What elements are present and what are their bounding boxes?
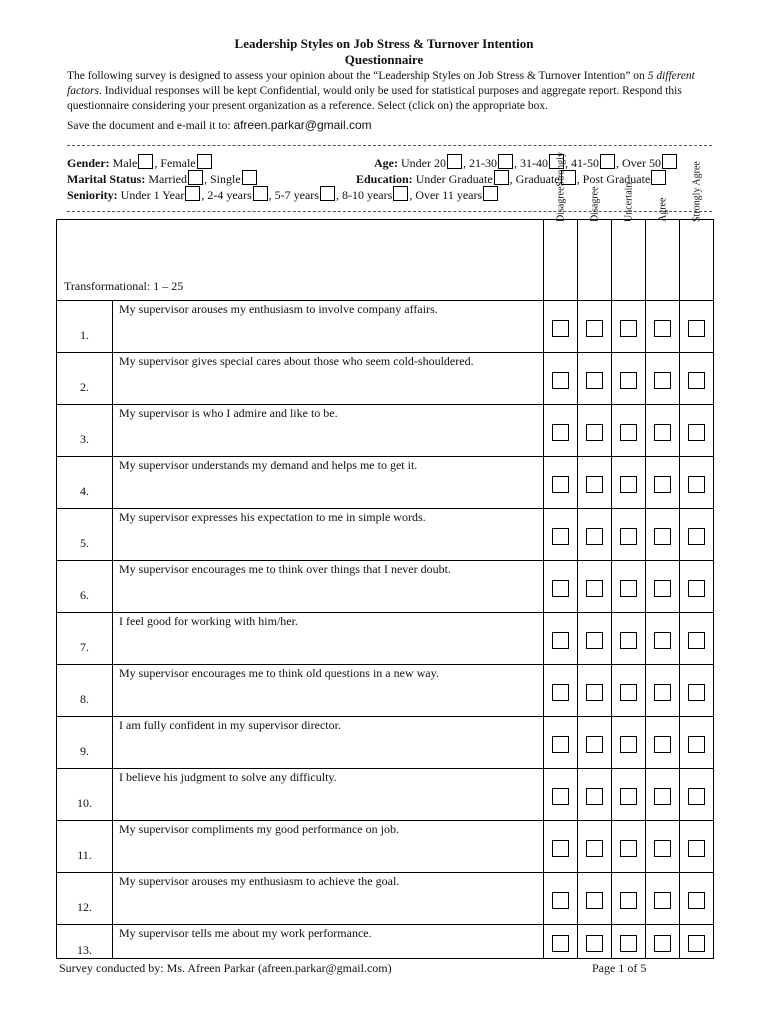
rating-cell xyxy=(612,405,646,457)
rating-checkbox[interactable] xyxy=(586,935,603,952)
column-header-label: Disagree xyxy=(589,186,600,222)
rating-checkbox[interactable] xyxy=(654,320,671,337)
rating-checkbox[interactable] xyxy=(552,320,569,337)
column-header-label: DisagreeStrongly xyxy=(555,152,566,222)
marital-status-field xyxy=(67,170,258,187)
question-number: 4. xyxy=(57,457,113,509)
question-row xyxy=(57,613,714,665)
rating-cell xyxy=(612,665,646,717)
question-row xyxy=(57,509,714,561)
rating-cell xyxy=(680,925,714,959)
rating-checkbox[interactable] xyxy=(654,372,671,389)
question-text: My supervisor is who I admire and like to be. xyxy=(113,405,544,457)
intro-text-1: The following survey is designed to assess your opinion about the “Leadership Styles on Job Stress & Turnover Intention” on xyxy=(67,70,648,82)
rating-cell xyxy=(544,353,578,405)
seniority-checkbox[interactable] xyxy=(393,186,408,201)
rating-cell xyxy=(680,665,714,717)
age-checkbox[interactable] xyxy=(600,154,615,169)
rating-cell xyxy=(612,821,646,873)
gender-option-label: Male xyxy=(112,156,138,170)
question-number: 8. xyxy=(57,665,113,717)
rating-checkbox[interactable] xyxy=(552,580,569,597)
divider-bottom xyxy=(67,211,712,212)
rating-checkbox[interactable] xyxy=(552,684,569,701)
rating-cell xyxy=(544,561,578,613)
rating-cell xyxy=(578,509,612,561)
rating-checkbox[interactable] xyxy=(654,580,671,597)
rating-checkbox[interactable] xyxy=(586,320,603,337)
age-option-label: Under 20 xyxy=(401,156,446,170)
column-header xyxy=(544,152,578,301)
question-text: I feel good for working with him/her. xyxy=(113,613,544,665)
question-row xyxy=(57,769,714,821)
rating-cell xyxy=(544,665,578,717)
rating-checkbox[interactable] xyxy=(586,892,603,909)
rating-checkbox[interactable] xyxy=(552,632,569,649)
rating-checkbox[interactable] xyxy=(620,476,637,493)
question-text: My supervisor understands my demand and helps me to get it. xyxy=(113,457,544,509)
rating-checkbox[interactable] xyxy=(586,840,603,857)
rating-cell xyxy=(578,665,612,717)
education-label: Education: xyxy=(356,172,413,186)
education-option-label: , Graduate xyxy=(509,172,560,186)
rating-checkbox[interactable] xyxy=(688,632,705,649)
rating-checkbox[interactable] xyxy=(586,736,603,753)
save-label: Save the document and e-mail it to: xyxy=(67,120,234,132)
rating-cell xyxy=(646,457,680,509)
intro-text-2: . Individual responses will be kept Confidential, would only be used for statistical purposes and aggregate report. Respond this questionnaire considering your present organization as a reference. Select (click on) the appropriate box. xyxy=(67,85,682,112)
marital-status-checkbox[interactable] xyxy=(188,170,203,185)
rating-checkbox[interactable] xyxy=(688,892,705,909)
rating-checkbox[interactable] xyxy=(586,684,603,701)
rating-cell xyxy=(646,405,680,457)
rating-checkbox[interactable] xyxy=(620,788,637,805)
seniority-option-label: Under 1 Year xyxy=(120,188,185,202)
marital-status-option-label: Married xyxy=(148,172,187,186)
rating-cell xyxy=(544,717,578,769)
rating-cell xyxy=(612,873,646,925)
rating-cell xyxy=(646,873,680,925)
question-number: 7. xyxy=(57,613,113,665)
rating-checkbox[interactable] xyxy=(552,736,569,753)
section-header xyxy=(57,220,544,301)
rating-cell xyxy=(544,769,578,821)
age-option-label: , 31-40 xyxy=(514,156,548,170)
rating-cell xyxy=(680,457,714,509)
rating-cell xyxy=(646,509,680,561)
rating-cell xyxy=(578,873,612,925)
question-number: 5. xyxy=(57,509,113,561)
question-text: I believe his judgment to solve any difficulty. xyxy=(113,769,544,821)
rating-checkbox[interactable] xyxy=(552,892,569,909)
rating-cell xyxy=(646,301,680,353)
rating-cell xyxy=(544,873,578,925)
rating-cell xyxy=(646,613,680,665)
rating-checkbox[interactable] xyxy=(688,528,705,545)
age-option-label: , 21-30 xyxy=(463,156,497,170)
rating-checkbox[interactable] xyxy=(620,736,637,753)
education-option-label: Under Graduate xyxy=(415,172,493,186)
rating-cell xyxy=(680,717,714,769)
question-number: 9. xyxy=(57,717,113,769)
rating-cell xyxy=(544,405,578,457)
rating-checkbox[interactable] xyxy=(620,580,637,597)
column-header xyxy=(578,186,612,301)
save-instruction xyxy=(67,118,372,132)
question-row xyxy=(57,821,714,873)
section-label: Transformational: 1 – 25 xyxy=(64,279,184,293)
rating-checkbox[interactable] xyxy=(620,632,637,649)
rating-checkbox[interactable] xyxy=(688,424,705,441)
rating-cell xyxy=(544,457,578,509)
intro-paragraph xyxy=(67,69,717,114)
rating-checkbox[interactable] xyxy=(688,935,705,952)
rating-checkbox[interactable] xyxy=(620,935,637,952)
rating-cell xyxy=(612,301,646,353)
question-text: My supervisor encourages me to think old questions in a new way. xyxy=(113,665,544,717)
rating-cell xyxy=(544,925,578,959)
rating-checkbox[interactable] xyxy=(654,935,671,952)
rating-cell xyxy=(646,717,680,769)
rating-cell xyxy=(680,821,714,873)
rating-cell xyxy=(544,509,578,561)
question-text: My supervisor compliments my good performance on job. xyxy=(113,821,544,873)
rating-checkbox[interactable] xyxy=(620,684,637,701)
rating-checkbox[interactable] xyxy=(688,580,705,597)
rating-checkbox[interactable] xyxy=(620,320,637,337)
rating-checkbox[interactable] xyxy=(552,528,569,545)
question-number: 3. xyxy=(57,405,113,457)
question-row xyxy=(57,665,714,717)
column-header-wrap xyxy=(578,186,611,300)
rating-checkbox[interactable] xyxy=(620,892,637,909)
rating-checkbox[interactable] xyxy=(586,528,603,545)
marital-status-option-label: , Single xyxy=(203,172,241,186)
question-number: 11. xyxy=(57,821,113,873)
table-header-row xyxy=(57,220,714,301)
gender-option-label: , Female xyxy=(154,156,196,170)
education-checkbox[interactable] xyxy=(494,170,509,185)
rating-checkbox[interactable] xyxy=(586,424,603,441)
question-text: My supervisor arouses my enthusiasm to involve company affairs. xyxy=(113,301,544,353)
rating-checkbox[interactable] xyxy=(688,372,705,389)
column-header-wrap xyxy=(680,161,713,300)
document-subtitle: Questionnaire xyxy=(344,52,424,67)
rating-checkbox[interactable] xyxy=(654,788,671,805)
rating-cell xyxy=(612,717,646,769)
question-text: My supervisor tells me about my work performance. xyxy=(113,925,544,959)
question-row xyxy=(57,561,714,613)
rating-checkbox[interactable] xyxy=(552,476,569,493)
column-header-wrap xyxy=(646,197,679,300)
seniority-checkbox[interactable] xyxy=(483,186,498,201)
rating-checkbox[interactable] xyxy=(688,840,705,857)
rating-checkbox[interactable] xyxy=(688,476,705,493)
rating-cell xyxy=(578,925,612,959)
column-header xyxy=(612,182,646,301)
rating-cell xyxy=(578,561,612,613)
rating-cell xyxy=(578,353,612,405)
rating-checkbox[interactable] xyxy=(552,372,569,389)
rating-cell xyxy=(646,665,680,717)
rating-cell xyxy=(646,925,680,959)
seniority-option-label: , 2-4 years xyxy=(201,188,252,202)
question-row xyxy=(57,925,714,959)
seniority-option-label: , 8-10 years xyxy=(335,188,393,202)
rating-cell xyxy=(544,613,578,665)
rating-checkbox[interactable] xyxy=(654,684,671,701)
rating-checkbox[interactable] xyxy=(654,840,671,857)
divider-top xyxy=(67,145,712,146)
seniority-checkbox[interactable] xyxy=(320,186,335,201)
column-header xyxy=(646,197,680,301)
seniority-checkbox[interactable] xyxy=(253,186,268,201)
question-row xyxy=(57,353,714,405)
rating-cell xyxy=(578,717,612,769)
rating-cell xyxy=(646,561,680,613)
gender-checkbox[interactable] xyxy=(197,154,212,169)
age-checkbox[interactable] xyxy=(447,154,462,169)
document-title: Leadership Styles on Job Stress & Turnover Intention xyxy=(234,36,534,51)
rating-cell xyxy=(646,769,680,821)
question-number: 13. xyxy=(57,925,113,959)
age-option-label: , Over 50 xyxy=(616,156,661,170)
column-header-label: Strongly Agree xyxy=(691,161,702,222)
seniority-field xyxy=(67,186,499,203)
rating-cell xyxy=(646,821,680,873)
question-text: My supervisor arouses my enthusiasm to achieve the goal. xyxy=(113,873,544,925)
column-header-wrap xyxy=(612,182,645,300)
seniority-option-label: , 5-7 years xyxy=(268,188,319,202)
rating-cell xyxy=(544,821,578,873)
rating-cell xyxy=(578,301,612,353)
question-row xyxy=(57,873,714,925)
rating-cell xyxy=(680,509,714,561)
column-header-label: Agree xyxy=(657,197,668,222)
rating-checkbox[interactable] xyxy=(654,528,671,545)
rating-checkbox[interactable] xyxy=(620,840,637,857)
page-number: Page 1 of 5 xyxy=(592,961,647,975)
marital-status-checkbox[interactable] xyxy=(242,170,257,185)
rating-cell xyxy=(612,509,646,561)
rating-checkbox[interactable] xyxy=(688,684,705,701)
rating-cell xyxy=(578,457,612,509)
rating-checkbox[interactable] xyxy=(688,320,705,337)
marital-status-label: Marital Status: xyxy=(67,172,146,186)
rating-cell xyxy=(612,561,646,613)
gender-label: Gender: xyxy=(67,156,110,170)
question-row xyxy=(57,301,714,353)
question-row xyxy=(57,717,714,769)
rating-checkbox[interactable] xyxy=(654,892,671,909)
question-text: My supervisor encourages me to think over things that I never doubt. xyxy=(113,561,544,613)
rating-checkbox[interactable] xyxy=(586,372,603,389)
question-row xyxy=(57,405,714,457)
question-number: 10. xyxy=(57,769,113,821)
rating-checkbox[interactable] xyxy=(552,840,569,857)
question-number: 12. xyxy=(57,873,113,925)
rating-checkbox[interactable] xyxy=(688,788,705,805)
rating-cell xyxy=(578,405,612,457)
column-header xyxy=(680,161,714,301)
education-option-label: , Post Graduate xyxy=(576,172,651,186)
rating-checkbox[interactable] xyxy=(586,580,603,597)
footer-credit: Survey conducted by: Ms. Afreen Parkar (afreen.parkar@gmail.com) xyxy=(59,961,392,975)
rating-cell xyxy=(612,769,646,821)
rating-cell xyxy=(578,769,612,821)
age-label: Age: xyxy=(374,156,398,170)
age-checkbox[interactable] xyxy=(498,154,513,169)
seniority-option-label: , Over 11 years xyxy=(409,188,483,202)
rating-checkbox[interactable] xyxy=(654,476,671,493)
seniority-label: Seniority: xyxy=(67,188,118,202)
contact-email: afreen.parkar@gmail.com xyxy=(233,118,372,132)
rating-checkbox[interactable] xyxy=(654,632,671,649)
rating-checkbox[interactable] xyxy=(688,736,705,753)
question-text: My supervisor gives special cares about those who seem cold-shouldered. xyxy=(113,353,544,405)
rating-checkbox[interactable] xyxy=(654,736,671,753)
rating-checkbox[interactable] xyxy=(620,372,637,389)
rating-cell xyxy=(544,301,578,353)
question-text: My supervisor expresses his expectation to me in simple words. xyxy=(113,509,544,561)
rating-cell xyxy=(612,925,646,959)
rating-cell xyxy=(578,613,612,665)
rating-cell xyxy=(612,457,646,509)
rating-checkbox[interactable] xyxy=(586,632,603,649)
rating-checkbox[interactable] xyxy=(586,476,603,493)
rating-cell xyxy=(680,769,714,821)
rating-checkbox[interactable] xyxy=(552,424,569,441)
question-number: 2. xyxy=(57,353,113,405)
rating-checkbox[interactable] xyxy=(552,788,569,805)
rating-checkbox[interactable] xyxy=(654,424,671,441)
rating-cell xyxy=(680,353,714,405)
gender-checkbox[interactable] xyxy=(138,154,153,169)
rating-cell xyxy=(578,821,612,873)
rating-cell xyxy=(612,353,646,405)
question-number: 6. xyxy=(57,561,113,613)
gender-field xyxy=(67,154,213,171)
rating-checkbox[interactable] xyxy=(620,528,637,545)
column-header-wrap xyxy=(544,152,577,300)
rating-cell xyxy=(680,405,714,457)
rating-cell xyxy=(680,561,714,613)
question-number: 1. xyxy=(57,301,113,353)
rating-checkbox[interactable] xyxy=(620,424,637,441)
column-header-label: Uncertain xyxy=(623,182,634,222)
question-text: I am fully confident in my supervisor director. xyxy=(113,717,544,769)
seniority-checkbox[interactable] xyxy=(185,186,200,201)
intro-italic: 5 different factors xyxy=(67,70,695,97)
rating-checkbox[interactable] xyxy=(552,935,569,952)
rating-cell xyxy=(612,613,646,665)
rating-checkbox[interactable] xyxy=(586,788,603,805)
rating-cell xyxy=(680,873,714,925)
education-field xyxy=(356,170,667,187)
rating-cell xyxy=(680,613,714,665)
question-row xyxy=(57,457,714,509)
rating-cell xyxy=(646,353,680,405)
rating-cell xyxy=(680,301,714,353)
age-option-label: , 41-50 xyxy=(565,156,599,170)
